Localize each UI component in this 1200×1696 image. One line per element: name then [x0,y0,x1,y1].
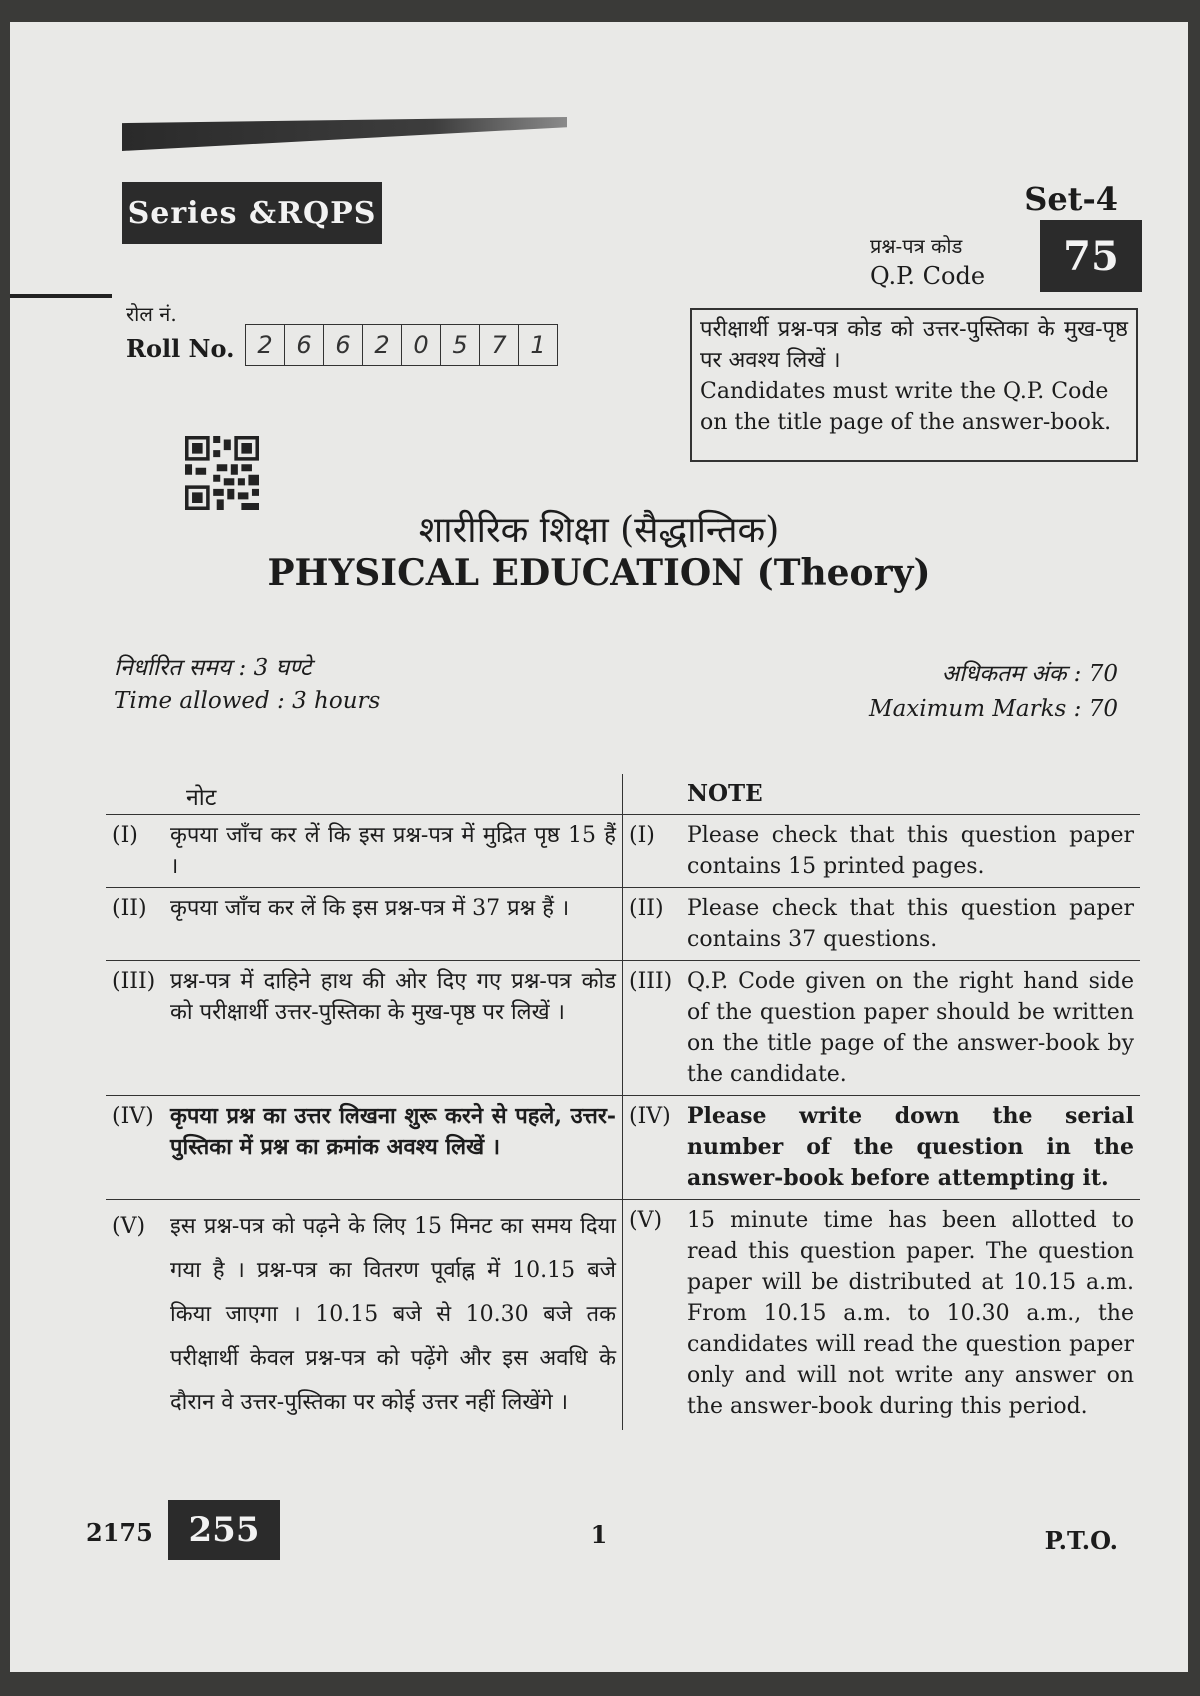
item-text-hindi: कृपया जाँच कर लें कि इस प्रश्न-पत्र में 37 प्रश्न हैं । [170,896,570,921]
title-english [10,552,1188,594]
item-number: (IV) [629,1104,671,1129]
max-marks-hindi: अधिकतम अंक : 70 [941,661,1118,687]
please-turn-over: P.T.O. [1044,1526,1118,1555]
item-number: (V) [112,1214,146,1239]
item-text: Please write down the serial number of the question in the answer-book before attempting it. [687,1103,1134,1191]
qp-code-badge: 75 [1040,220,1142,292]
qr-code-icon [185,436,259,510]
notice-english: Candidates must write the Q.P. Code on the title page of the answer-book. [700,379,1112,435]
set-label: Set-4 [1024,180,1118,218]
roll-label-hindi: रोल नं. [126,302,177,326]
exam-page [10,22,1188,1672]
instruction-row [106,961,1140,1096]
instructions-table [106,774,1140,1430]
item-number: (III) [112,969,156,994]
roll-digit: 0 [402,325,441,365]
item-text: Q.P. Code given on the right hand side of the question paper should be written on the title page of the answer-book by the candidate. [687,969,1134,1087]
item-text: 15 minute time has been allotted to read this question paper. The question paper will be distributed at 10.15 a.m. From 10.15 a.m. to 10.30 a.m., the candidates will read the question paper only and will not write any answer on the answer-book during this period. [687,1208,1134,1419]
instruction-row [106,815,1140,888]
item-text-hindi: इस प्रश्न-पत्र को पढ़ने के लिए 15 मिनट का समय दिया गया है । प्रश्न-पत्र का वितरण पूर्वाह्न में 10.15 बजे किया जाएगा । 10.15 बजे से 10.30 बजे तक परीक्षार्थी केवल प्रश्न-पत्र को पढ़ेंगे और इस अवधि के दौरान वे उत्तर-पुस्तिका पर कोई उत्तर नहीं लिखेंगे । [170,1214,616,1415]
title-main: PHYSICAL EDUCATION [267,552,745,594]
item-text: Please check that this question paper contains 37 questions. [687,896,1134,952]
title-sub: (Theory) [756,552,931,594]
instruction-row [106,1200,1140,1430]
roll-label: Roll No. [126,334,235,363]
instruction-row [106,888,1140,961]
footer-code: 2175 [86,1518,153,1547]
qp-code-label-hindi: प्रश्न-पत्र कोड [870,234,963,258]
instructions-header [106,774,1140,815]
margin-mark [10,294,112,298]
time-allowed-hindi: निर्धारित समय : 3 घण्टे [114,655,312,681]
roll-digit: 5 [441,325,480,365]
max-marks: Maximum Marks : 70 [869,696,1118,722]
item-text-hindi: कृपया जाँच कर लें कि इस प्रश्न-पत्र में मुद्रित पृष्ठ 15 हैं । [170,823,616,879]
item-number: (V) [629,1208,663,1233]
roll-digit: 2 [246,325,285,365]
time-allowed: Time allowed : 3 hours [114,688,381,714]
roll-digit: 6 [285,325,324,365]
item-text-hindi: प्रश्न-पत्र में दाहिने हाथ की ओर दिए गए प्रश्न-पत्र कोड को परीक्षार्थी उत्तर-पुस्तिका के मुख-पृष्ठ पर लिखें । [170,969,616,1025]
item-number: (I) [629,823,655,848]
series-badge: Series &RQPS [122,182,382,244]
title-hindi: शारीरिक शिक्षा (सैद्धान्तिक) [418,510,780,551]
roll-digit: 1 [530,331,546,359]
item-number: (II) [629,896,664,921]
item-number: (II) [112,896,147,921]
note-header: NOTE [687,780,763,807]
roll-digit: 6 [324,325,363,365]
item-text-hindi: कृपया प्रश्न का उत्तर लिखना शुरू करने से पहले, उत्तर-पुस्तिका में प्रश्न का क्रमांक अवश्य लिखें । [170,1103,616,1160]
roll-number-boxes [245,324,558,366]
note-header-hindi: नोट [106,774,623,814]
qp-code-label: Q.P. Code [870,262,986,290]
footer-badge: 255 [168,1500,280,1560]
page-number: 1 [590,1520,608,1549]
item-number: (I) [112,823,138,848]
item-number: (III) [629,969,673,994]
item-number: (IV) [112,1104,154,1129]
top-decorative-bar [122,117,567,151]
instruction-row [106,1096,1140,1200]
notice-hindi: परीक्षार्थी प्रश्न-पत्र कोड को उत्तर-पुस्तिका के मुख-पृष्ठ पर अवश्य लिखें । [700,317,1128,373]
qp-code-notice [690,308,1138,462]
roll-digit: 2 [363,325,402,365]
roll-digit: 7 [480,325,519,365]
item-text: Please check that this question paper contains 15 printed pages. [687,823,1134,879]
